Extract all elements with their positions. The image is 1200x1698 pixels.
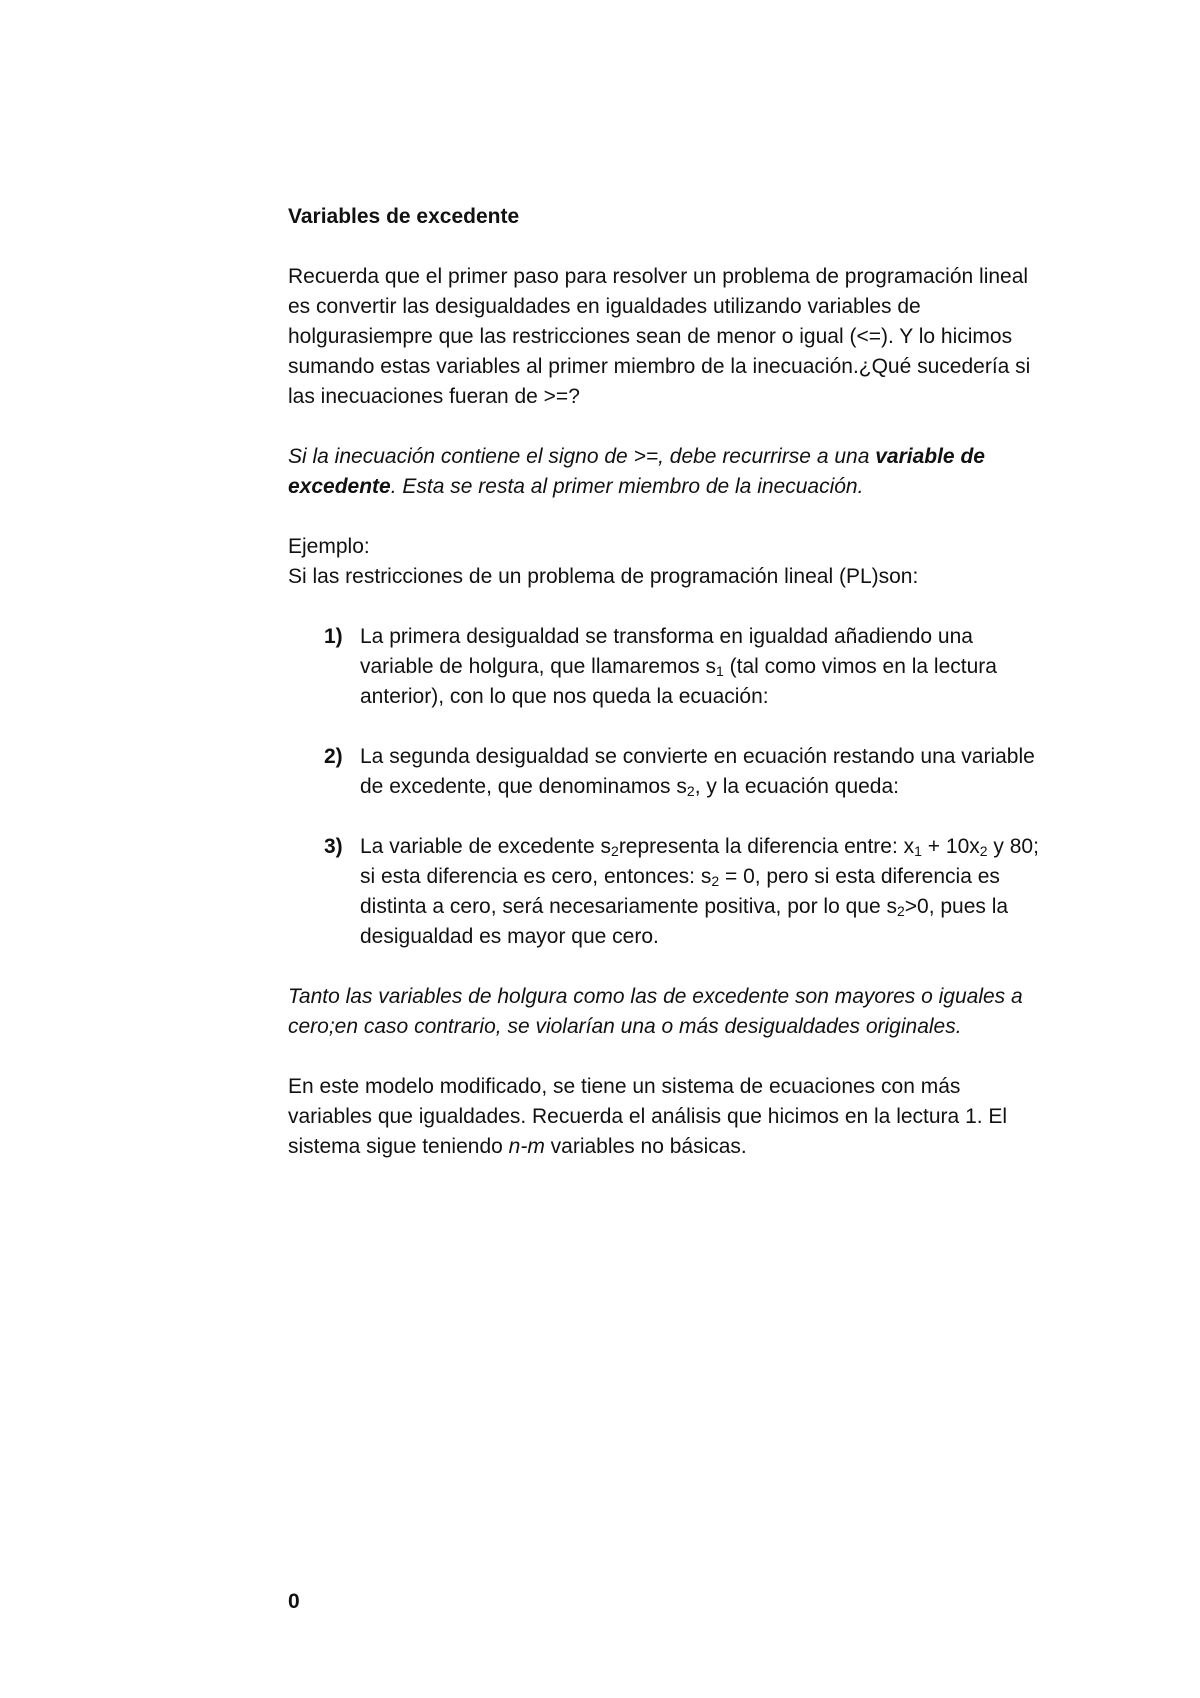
list-item-text: = 0, pero si esta diferencia es distinta a cero, será necesariamente positiva, por lo que s	[360, 865, 1000, 918]
list-item-text: >0, pues la desigualdad es mayor que cero.	[360, 895, 1009, 948]
document-body	[288, 202, 1048, 1192]
final-text-italic: n-m	[508, 1135, 545, 1158]
list-item-text: La variable de excedente s	[360, 835, 612, 858]
final-text-after: variables no básicas.	[544, 1135, 747, 1158]
list-item-text: La segunda desigualdad se convierte en ecuación restando una variable de excedente, que denominamos s	[360, 745, 1035, 798]
final-paragraph	[288, 1072, 1048, 1162]
intro-paragraph: Recuerda que el primer paso para resolver un problema de programación lineal es convertir las desigualdades en igualdades utilizando variables de holgurasiempre que las restricciones sean de menor o igual (<=). Y lo hicimos sumando estas variables al primer miembro de la inecuación.¿Qué sucedería si las inecuaciones fueran de >=?	[288, 265, 1031, 408]
subscript: 2	[979, 843, 988, 859]
subscript: 1	[716, 663, 724, 679]
final-text-before: En este modelo modificado, se tiene un sistema de ecuaciones con más variables que igualdades. Recuerda el análisis que hicimos en la lectura 1. El sistema sigue teniendo	[288, 1075, 1008, 1158]
subscript: 1	[914, 843, 922, 859]
list-item-number: 2)	[324, 745, 343, 768]
steps-list	[288, 622, 1048, 952]
italic-note-before: Si la inecuación contiene el signo de >=, debe recurrirse a una	[288, 445, 876, 468]
example-label: Ejemplo:	[288, 535, 370, 558]
italic-note-paragraph	[288, 442, 1048, 502]
page-number: 0	[288, 1590, 300, 1613]
list-item-text: , y la ecuación queda:	[694, 775, 899, 798]
list-item	[288, 742, 1048, 802]
list-item-text: La primera desigualdad se transforma en igualdad añadiendo una variable de holgura, que llamaremos s	[360, 625, 973, 678]
subscript: 2	[611, 843, 619, 859]
subscript: 2	[686, 783, 695, 799]
list-item-text: (tal como vimos en la lectura anterior), con lo que nos queda la ecuación:	[360, 655, 997, 708]
list-item-number: 3)	[324, 835, 343, 858]
list-item-number: 1)	[324, 625, 343, 648]
list-item-text: y 80; si esta diferencia es cero, entonces: s	[360, 835, 1039, 888]
section-title: Variables de excedente	[288, 205, 520, 228]
list-item	[288, 622, 1048, 712]
subscript: 2	[896, 903, 905, 919]
italic-note-bold-term: variable de excedente	[288, 445, 985, 498]
list-item-text: + 10x	[921, 835, 980, 858]
subscript: 2	[711, 873, 720, 889]
list-item	[288, 832, 1048, 952]
italic-note-after: . Esta se resta al primer miembro de la inecuación.	[390, 475, 864, 498]
list-item-text: representa la diferencia entre: x	[618, 835, 915, 858]
italic-conclusion-paragraph: Tanto las variables de holgura como las de excedente son mayores o iguales a cero;en caso contrario, se violarían una o más desigualdades originales.	[288, 985, 1023, 1038]
example-intro: Si las restricciones de un problema de programación lineal (PL)son:	[288, 565, 919, 588]
